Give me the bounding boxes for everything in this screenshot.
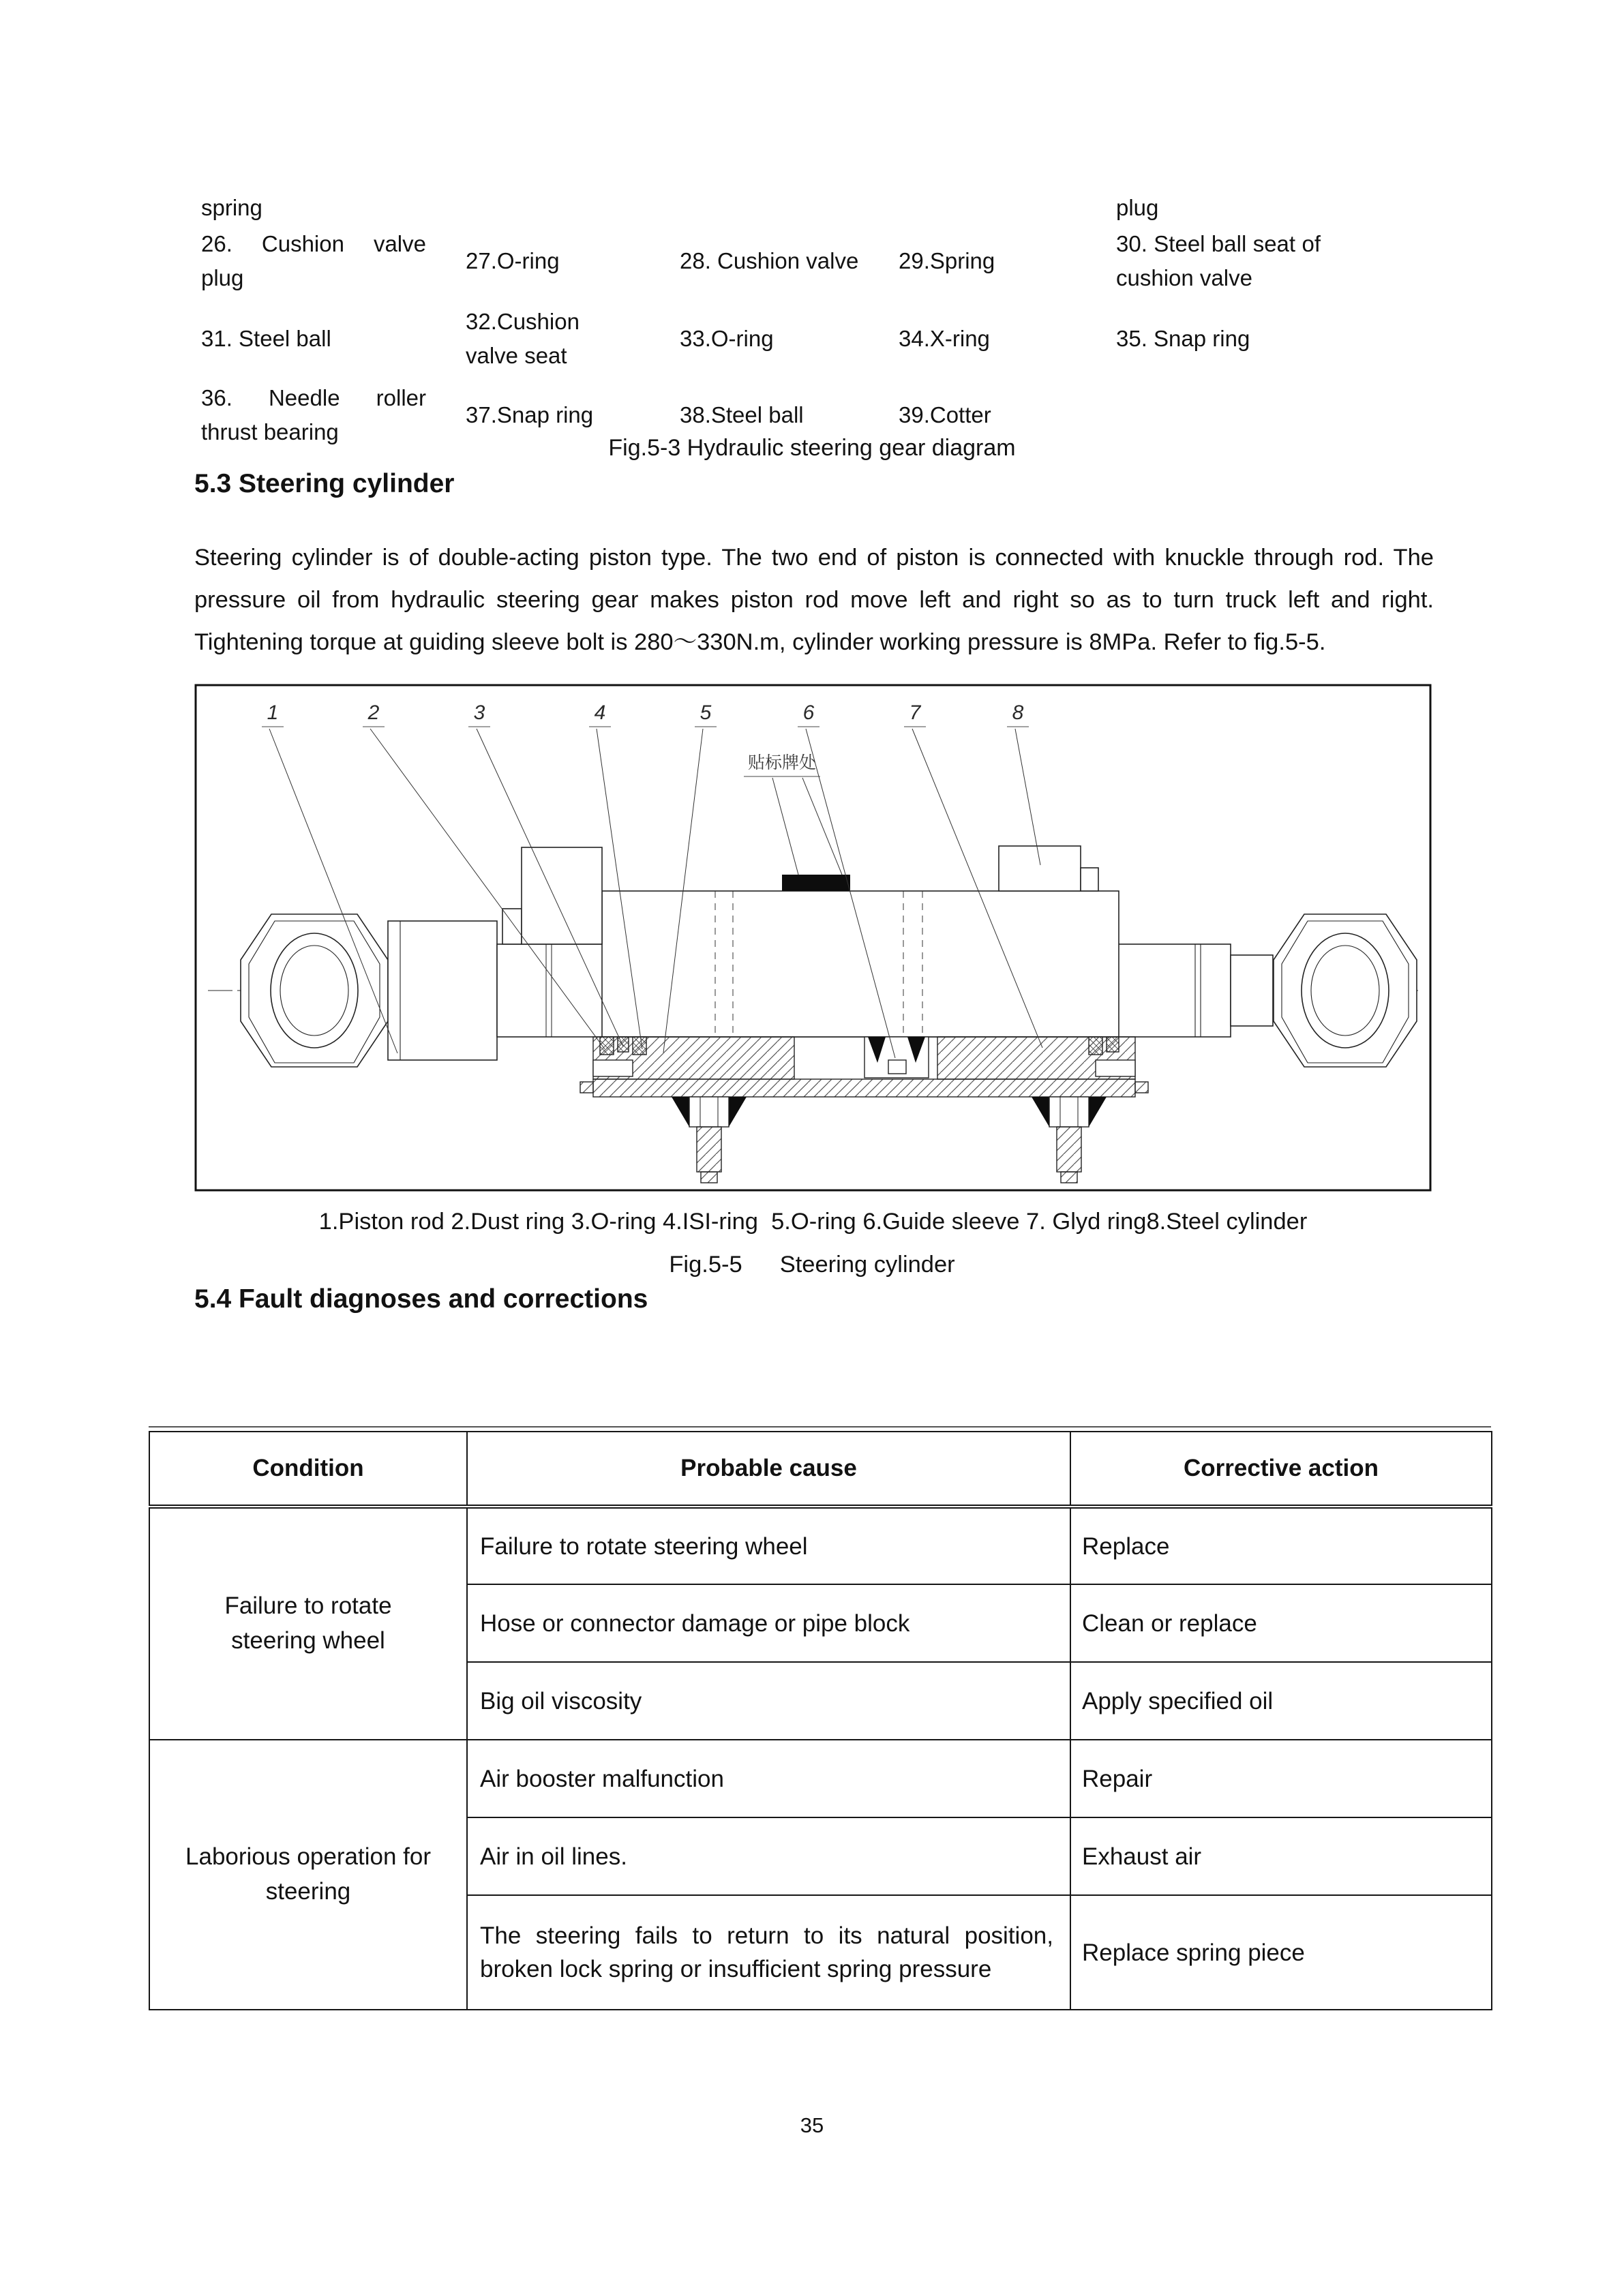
section-5-3-heading: 5.3 Steering cylinder xyxy=(194,469,455,498)
figure-5-5-parts-caption: 1.Piston rod 2.Dust ring 3.O-ring 4.ISI-ring 5.O-ring 6.Guide sleeve 7. Glyd ring8.Steel cylinder xyxy=(318,1209,1308,1235)
parts-row xyxy=(201,191,1360,225)
right-seal xyxy=(1107,1037,1119,1052)
fitting-tip xyxy=(1061,1172,1077,1183)
part-item: 35. Snap ring xyxy=(1116,326,1250,351)
part-item: 28. Cushion valve xyxy=(680,248,859,273)
section-5-4-heading: 5.4 Fault diagnoses and corrections xyxy=(194,1284,648,1314)
steel-cylinder-barrel xyxy=(602,891,1119,1037)
figure-5-3-caption: Fig.5-3 Hydraulic steering gear diagram xyxy=(608,435,1016,461)
table-row xyxy=(149,1507,1492,1584)
label-plate-mark xyxy=(782,875,850,891)
table-header-row xyxy=(149,1432,1492,1507)
part-item: 32.Cushion valve seat xyxy=(466,309,580,368)
part-item: 26. Cushion valve plug xyxy=(201,231,426,290)
callout-3: 3 xyxy=(473,701,485,724)
callout-1: 1 xyxy=(267,701,279,724)
header-probable-cause: Probable cause xyxy=(467,1432,1070,1507)
right-eye-outline xyxy=(1274,914,1417,1067)
header-corrective-action: Corrective action xyxy=(1070,1432,1492,1507)
steering-cylinder-drawing xyxy=(194,684,1432,1192)
parts-row xyxy=(201,297,1360,380)
action-cell: Replace xyxy=(1070,1507,1492,1584)
left-port-block xyxy=(522,847,602,944)
part-item: 37.Snap ring xyxy=(466,402,594,427)
cause-cell: The steering fails to return to its natural position, broken lock spring or insufficient spring pressure xyxy=(467,1895,1070,2010)
header-condition: Condition xyxy=(149,1432,467,1507)
callout-5: 5 xyxy=(700,701,712,724)
part-item: 34.X-ring xyxy=(899,326,990,351)
callout-6: 6 xyxy=(802,701,815,724)
callout-8: 8 xyxy=(1012,701,1024,724)
figure-5-5 xyxy=(194,684,1432,1192)
part-item: 29.Spring xyxy=(899,248,995,273)
part-item: 30. Steel ball seat of cushion valve xyxy=(1116,231,1321,290)
condition-text: Laborious operation for steering xyxy=(185,1843,431,1905)
part-item: 27.O-ring xyxy=(466,248,560,273)
part-item: 36. Needle roller thrust bearing xyxy=(201,385,426,444)
part-item: plug xyxy=(1116,195,1159,220)
clevis-block xyxy=(388,921,497,1060)
table-row xyxy=(149,1740,1492,1817)
figure-5-5-caption xyxy=(0,1252,1624,1278)
part-item: 33.O-ring xyxy=(680,326,774,351)
condition-cell xyxy=(149,1740,467,2010)
action-cell: Repair xyxy=(1070,1740,1492,1817)
action-cell: Exhaust air xyxy=(1070,1817,1492,1895)
flange-tab xyxy=(1135,1082,1148,1093)
right-seal xyxy=(1089,1037,1102,1055)
right-rod xyxy=(1231,955,1273,1026)
cause-cell: Big oil viscosity xyxy=(467,1662,1070,1740)
fitting-stud xyxy=(697,1127,721,1172)
cause-cell: Air booster malfunction xyxy=(467,1740,1070,1817)
left-step xyxy=(502,909,522,944)
o-ring-seal xyxy=(618,1037,629,1052)
part-item: 31. Steel ball xyxy=(201,326,331,351)
callout-2: 2 xyxy=(367,701,380,724)
figure-5-5-title: Steering cylinder xyxy=(779,1252,955,1278)
condition-text: Failure to rotate steering wheel xyxy=(224,1592,392,1654)
fault-table xyxy=(149,1431,1492,2010)
parts-list xyxy=(201,191,1360,450)
left-eye-outline xyxy=(241,914,388,1067)
action-cell: Replace spring piece xyxy=(1070,1895,1492,2010)
callout-7: 7 xyxy=(909,701,921,724)
flange-plate xyxy=(593,1079,1135,1097)
cause-cell: Air in oil lines. xyxy=(467,1817,1070,1895)
callout-4: 4 xyxy=(594,701,606,724)
fitting-hex xyxy=(1049,1097,1089,1127)
left-gland-notch xyxy=(593,1060,633,1076)
right-gland-notch xyxy=(1096,1060,1135,1076)
part-item: spring xyxy=(201,195,262,220)
cause-cell: Hose or connector damage or pipe block xyxy=(467,1584,1070,1662)
figure-5-5-label: Fig.5-5 xyxy=(669,1252,742,1278)
center-seal-detail xyxy=(888,1060,906,1074)
condition-cell xyxy=(149,1507,467,1740)
label-plate-note: 贴标牌处 xyxy=(747,753,817,772)
part-item: 39.Cotter xyxy=(899,402,991,427)
action-cell: Clean or replace xyxy=(1070,1584,1492,1662)
section-5-3-paragraph: Steering cylinder is of double-acting piston type. The two end of piston is connected with knuckle through rod. The pressure oil from hydraulic steering gear makes piston rod move left and right so as to turn truck left and right. Tightening torque at guiding sleeve bolt is 280～330N.m, cylinder working pressure is 8MPa. Refer to fig.5-5. xyxy=(194,544,1434,655)
flange-tab xyxy=(580,1082,593,1093)
part-item: 38.Steel ball xyxy=(680,402,804,427)
isi-ring-seal xyxy=(633,1037,646,1055)
right-port-block xyxy=(999,846,1081,891)
cause-cell: Failure to rotate steering wheel xyxy=(467,1507,1070,1584)
parts-row xyxy=(201,225,1360,297)
gland-assembly xyxy=(580,1037,1148,1097)
right-step xyxy=(1081,868,1098,891)
fitting-stud xyxy=(1057,1127,1081,1172)
fitting-hex xyxy=(689,1097,729,1127)
fault-table-wrap xyxy=(149,1426,1491,2010)
page-number: 35 xyxy=(800,2113,824,2137)
action-cell: Apply specified oil xyxy=(1070,1662,1492,1740)
fitting-tip xyxy=(701,1172,717,1183)
